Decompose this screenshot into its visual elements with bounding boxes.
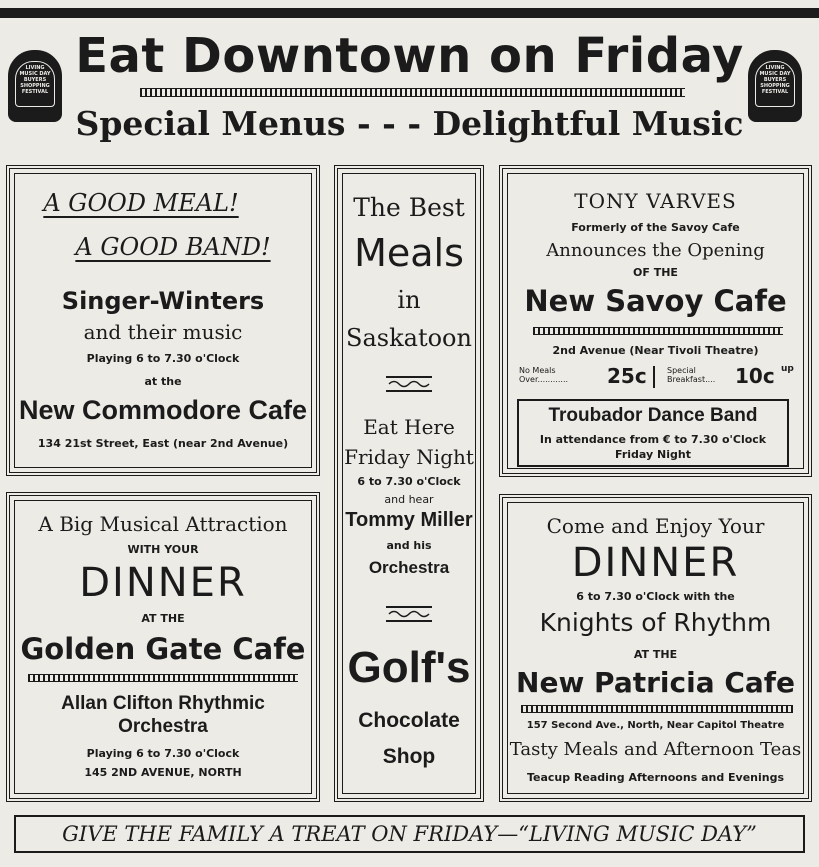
at-the-label: at the	[144, 375, 182, 388]
at-the-label: AT THE	[141, 612, 185, 625]
band-attendance: In attendance from € to 7.30 o'Clock	[539, 433, 767, 446]
musical-attraction-line: A Big Musical Attraction	[38, 512, 288, 536]
good-meal-heading: A GOOD MEAL!	[43, 189, 239, 217]
good-band-heading: A GOOD BAND!	[75, 233, 271, 261]
commodore-cafe-ad	[6, 165, 320, 476]
ornament-rule	[28, 674, 298, 682]
ornament-rule	[521, 705, 793, 713]
page-subtitle: Special Menus - - - Delightful Music	[75, 104, 744, 143]
dinner-heading: DINNER	[79, 560, 247, 606]
playing-time: Playing 6 to 7.30 o'Clock	[86, 747, 240, 760]
cafe-name: Golden Gate Cafe	[20, 632, 306, 666]
header-ornament-rule	[140, 88, 685, 97]
footer-banner: GIVE THE FAMILY A TREAT ON FRIDAY—“LIVING MUSIC DAY”	[14, 815, 805, 853]
eat-here-line: Eat Here	[363, 415, 455, 439]
new-savoy-cafe-ad	[499, 165, 812, 477]
cafe-address: 2nd Avenue (Near Tivoli Theatre)	[552, 344, 759, 357]
price-sup-up: up	[781, 364, 794, 374]
friday-night-line: Friday Night	[344, 445, 474, 469]
the-best-line: The Best	[353, 193, 465, 222]
shop-name-golfs: Golf's	[347, 643, 471, 692]
tasty-meals-line: Tasty Meals and Afternoon Teas	[509, 739, 802, 760]
meals-heading: Meals	[354, 231, 464, 275]
cafe-name: New Commodore Cafe	[18, 395, 308, 425]
come-enjoy-line: Come and Enjoy Your	[546, 514, 765, 538]
band-friday-night: Friday Night	[615, 448, 691, 461]
orchestra-line2: Orchestra	[118, 716, 208, 737]
band-name: Troubador Dance Band	[548, 405, 758, 426]
seal-text: LIVING MUSIC DAY BUYERS SHOPPING FESTIVAL	[755, 61, 795, 107]
music-line: and their music	[83, 320, 243, 344]
performer-name: Tommy Miller	[345, 509, 473, 531]
teacup-reading-line: Teacup Reading Afternoons and Evenings	[526, 771, 785, 784]
shop-name-shop: Shop	[382, 745, 436, 768]
at-the-label: AT THE	[633, 648, 678, 661]
golden-gate-cafe-ad	[6, 492, 320, 802]
and-hear-line: and hear	[384, 493, 434, 506]
troubador-band-box	[517, 399, 789, 467]
in-line: in	[397, 286, 421, 314]
price-10c: 10c	[735, 364, 775, 388]
ornament-rule	[533, 327, 783, 335]
orchestra-line1: Allan Clifton Rhythmic	[61, 693, 265, 714]
no-meals-label: No Meals Over............	[519, 366, 569, 384]
time-line: 6 to 7.30 o'Clock	[357, 475, 461, 488]
performer-name: Singer-Winters	[61, 287, 265, 315]
dinner-heading: DINNER	[571, 540, 740, 586]
golfs-chocolate-shop-ad	[334, 165, 484, 802]
city-name: Saskatoon	[346, 324, 472, 352]
owner-name: TONY VARVES	[574, 189, 737, 213]
with-your-label: WITH YOUR	[127, 543, 199, 556]
page-title: Eat Downtown on Friday	[75, 28, 744, 84]
cafe-address: 145 2ND AVENUE, NORTH	[84, 766, 242, 779]
top-border-rule	[0, 8, 819, 18]
band-name: Knights of Rhythm	[539, 608, 772, 637]
cafe-address: 134 21st Street, East (near 2nd Avenue)	[37, 437, 289, 450]
shop-name-chocolate: Chocolate	[358, 709, 460, 732]
ornament-divider-icon	[386, 606, 432, 622]
seal-text: LIVING MUSIC DAY BUYERS SHOPPING FESTIVAL	[15, 61, 55, 107]
formerly-line: Formerly of the Savoy Cafe	[571, 221, 740, 234]
new-patricia-cafe-ad	[499, 494, 812, 802]
time-line: 6 to 7.30 o'Clock with the	[576, 590, 735, 603]
cafe-address: 157 Second Ave., North, Near Capitol Theatre	[526, 720, 785, 731]
of-the-label: OF THE	[633, 266, 678, 279]
and-his-line: and his	[386, 539, 432, 552]
price-divider	[653, 366, 655, 388]
price-25c: 25c	[607, 364, 647, 388]
price-row	[519, 366, 797, 392]
orchestra-line: Orchestra	[368, 558, 450, 577]
cafe-name: New Savoy Cafe	[524, 284, 787, 318]
special-breakfast-label: Special Breakfast....	[667, 366, 716, 384]
announces-line: Announces the Opening	[546, 240, 765, 261]
cafe-name: New Patricia Cafe	[516, 666, 795, 699]
ornament-divider-icon	[386, 376, 432, 392]
playing-time: Playing 6 to 7.30 o'Clock	[86, 352, 240, 365]
